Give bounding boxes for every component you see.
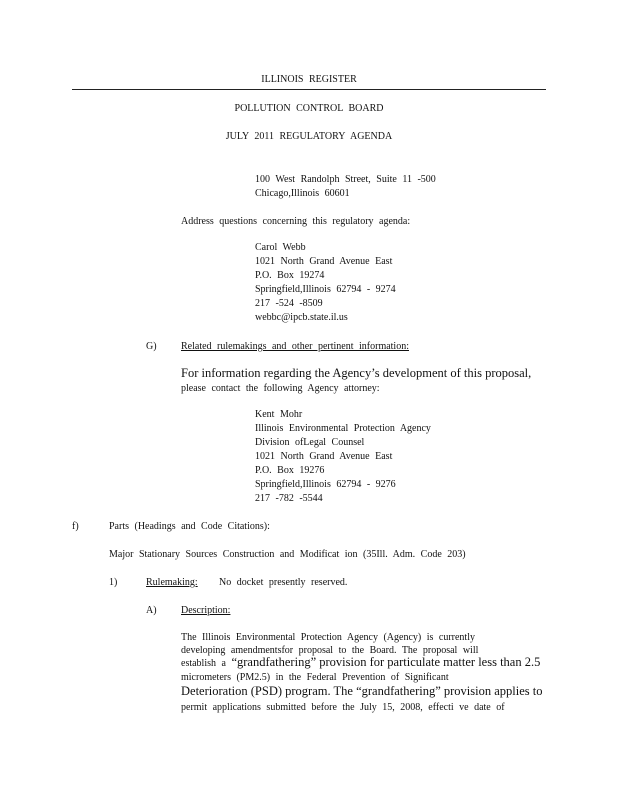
attorney-line: Division ofLegal Counsel [255,437,365,448]
section-g-heading: Related rulemakings and other pertinent information: [181,341,409,352]
description-line: Deterioration (PSD) program. The “grandfathering” provision applies to [181,684,543,698]
section-g-marker: G) [146,341,157,352]
contact-block [255,241,396,325]
contact-line: Carol Webb [255,242,306,253]
agenda-title: JULY 2011 REGULATORY AGENDA [225,131,393,142]
description-line: The Illinois Environmental Protection Agency (Agency) is currently [181,632,475,643]
attorney-line: Illinois Environmental Protection Agency [255,423,431,434]
agency-info-line-2: please contact the following Agency attorney: [181,383,380,394]
description-text: “grandfathering” provision for particulate matter less than 2.5 [231,655,541,669]
agency-info-line: For information regarding the Agency’s development of this proposal, [181,366,532,380]
section-f-text: Parts (Headings and Code Citations): [109,521,270,532]
rulemaking-label: Rulemaking: [146,577,198,588]
board-address-line: Chicago,Illinois 60601 [255,188,350,199]
contact-email: webbc@ipcb.state.il.us [255,312,348,323]
board-address [255,173,436,201]
rulemaking-text: No docket presently reserved. [219,577,348,588]
description-label: Description: [181,605,231,616]
description-line: developing amendmentsfor proposal to the Board. The proposal will [181,645,479,656]
attorney-block [255,408,431,506]
contact-line: Springfield,Illinois 62794 - 9274 [255,284,396,295]
questions-label: Address questions concerning this regulatory agenda: [181,216,411,227]
attorney-line: 1021 North Grand Avenue East [255,451,393,462]
description-line: micrometers (PM2.5) in the Federal Prevention of Significant [181,672,449,683]
contact-line: 1021 North Grand Avenue East [255,256,393,267]
agency-title: POLLUTION CONTROL BOARD [234,103,384,114]
contact-line: 217 -524 -8509 [255,298,323,309]
item-a-marker: A) [146,605,157,616]
section-f-marker: f) [72,521,79,532]
attorney-line: P.O. Box 19276 [255,465,325,476]
attorney-line: Springfield,Illinois 62794 - 9276 [255,479,396,490]
part-citation: Major Stationary Sources Construction and Modificat ion (35Ill. Adm. Code 203) [109,549,466,560]
attorney-line: 217 -782 -5544 [255,493,323,504]
board-address-line: 100 West Randolph Street, Suite 11 -500 [255,174,436,185]
description-line [181,656,540,670]
description-line: permit applications submitted before the July 15, 2008, effecti ve date of [181,702,505,713]
header-rule [72,89,546,90]
journal-title: ILLINOIS REGISTER [261,74,357,85]
item-1-marker: 1) [109,577,118,588]
attorney-line: Kent Mohr [255,409,303,420]
description-text: establish a [181,658,232,669]
contact-line: P.O. Box 19274 [255,270,325,281]
